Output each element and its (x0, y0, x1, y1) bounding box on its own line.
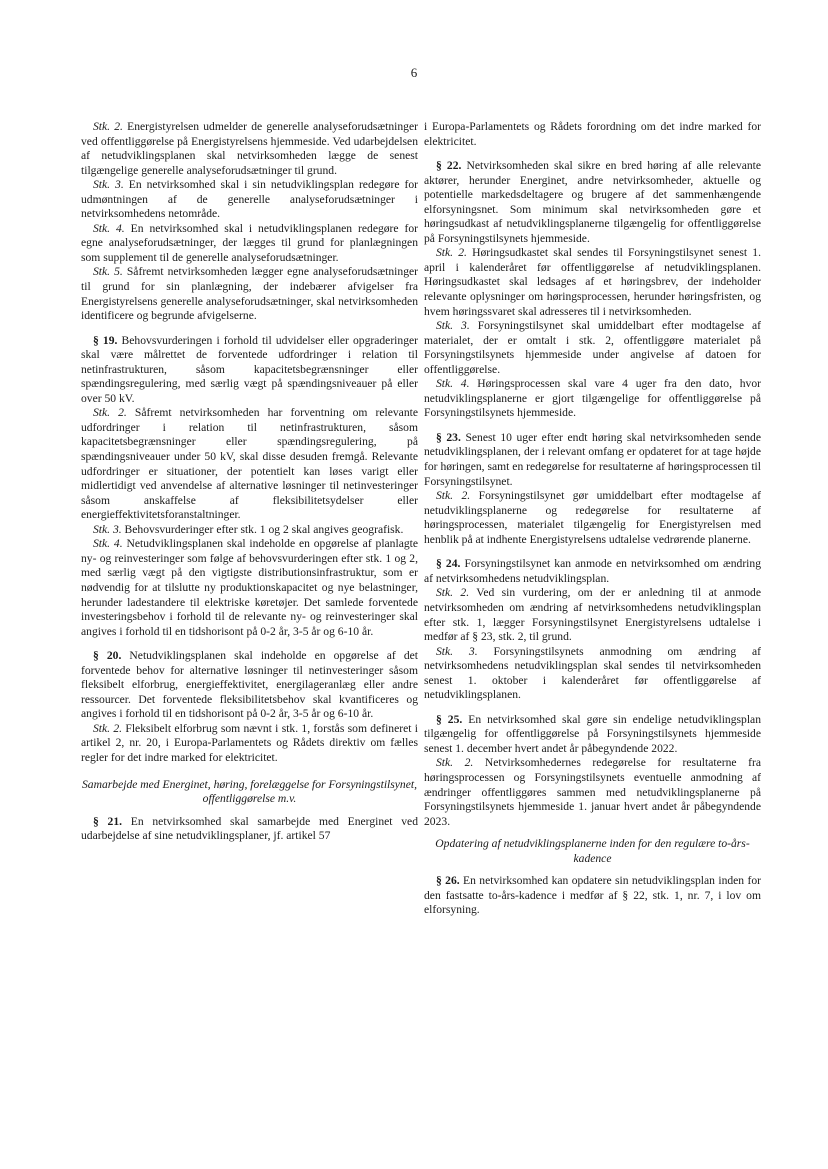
section-number: § 25. (436, 712, 463, 726)
section-number: § 22. (436, 159, 462, 173)
paragraph-text: Høringsprocessen skal vare 4 uger fra den dato, hvor netudviklingsplanerne er gjort tilgængelige for offentliggørelse på Forsyningstilsynets hjemmeside. (424, 377, 761, 420)
paragraph-text: Forsyningstilsynet skal umiddelbart efter modtagelse af materialet, der er omtalt i stk. 2, offentliggøre materialet på Forsyningstilsynets hjemmeside under angivelse af datoen for offentliggørelse. (424, 319, 761, 376)
section-22 (424, 159, 761, 246)
paragraph-stk (424, 319, 761, 377)
paragraph-text: Forsyningstilsynets anmodning om ændring af netvirksomhedens netudviklingsplan skal sendes til netvirksomheden senest 1. oktober i kalenderåret før offentliggørelse af netudviklingsplanen. (424, 644, 762, 702)
paragraph-text: Netvirksomheden skal sikre en bred høring af alle relevante aktører, herunder Energinet, andre netvirksomheder, aktuelle og potentielle markedsdeltagere og brugere af det sammenhængende elforsyningsnet. Som minimum skal netvirksomheden gøre et høringsudkast af netudviklingsplanerne tilgængelig for offentliggørelse på Forsyningstilsynets hjemmeside. (424, 159, 762, 245)
stk-label: Stk. 2. (93, 406, 127, 420)
paragraph-text: En netvirksomhed skal i sin netudviklingsplan redegøre for udmøntningen af de generelle analyseforudsætninger i netvirksomhedens netområde. (81, 178, 418, 221)
stk-label: Stk. 3. (436, 644, 478, 658)
section-number: § 21. (93, 814, 123, 828)
paragraph-stk (424, 756, 761, 829)
paragraph-stk (81, 265, 418, 323)
paragraph-text: En netvirksomhed skal i netudviklingsplanen redegøre for egne analyseforudsætninger, der lægges til grund for planlægningen som supplement til de generelle analyseforudsætninger. (81, 221, 419, 264)
paragraph-stk (81, 178, 418, 222)
paragraph-text: Forsyningstilsynet kan anmode en netvirksomhed om ændring af netvirksomhedens netudviklingsplan. (424, 557, 761, 585)
section-number: § 19. (93, 333, 118, 347)
section-heading: Opdatering af netudviklingsplanerne inden for den regulære to-års-kadence (435, 837, 750, 865)
paragraph-text: Netudviklingsplanen skal indeholde en opgørelse af planlagte ny- og reinvesteringer som følge af behovsvurderingen efter stk. 1 og 2, med særlig vægt på den vigtigste distributionsinfrastruktur, som er nødvendig for at tilslutte ny produktionskapacitet og nye belastninger, herunder ladestandere til elektriske køretøjer. Det samlede forventede investeringsbehov i forhold til de relevante ny- og reinvesteringer skal angives i forhold til en tidshorisont på 0-2 år, 3-5 år og 6-10 år. (81, 537, 419, 638)
stk-label: Stk. 2. (93, 721, 123, 735)
paragraph-text: En netvirksomhed skal samarbejde med Energinet ved udarbejdelse af sine netudviklingsplaner, jf. artikel 57 (81, 814, 418, 843)
paragraph-stk (424, 645, 761, 703)
paragraph-stk (81, 406, 418, 522)
paragraph-text: Såfremt netvirksomheden lægger egne analyseforudsætninger til grund for sin planlægning, der indebærer afvigelser fra Energistyrelsens generelle analyseforudsætninger, skal netvirksomheden identificere og begrunde afvigelserne. (81, 265, 418, 323)
stk-label: Stk. 2. (436, 489, 471, 503)
section-19 (81, 334, 418, 407)
paragraph-stk (81, 722, 418, 766)
section-number: § 23. (436, 430, 461, 444)
stk-label: Stk. 2. (436, 246, 467, 260)
section-number: § 26. (436, 874, 460, 888)
paragraph-text: Senest 10 uger efter endt høring skal netvirksomheden sende netudviklingsplanen, der i relevant omfang er opdateret for at tage højde for høringen, samt en redegørelse for resultaterne af høringsprocessen til Forsyningstilsynet. (424, 430, 761, 488)
section-20 (81, 649, 418, 722)
stk-label: Stk. 4. (93, 221, 125, 235)
paragraph-text: Netudviklingsplanen skal indeholde en opgørelse af det forventede behov for alternative løsninger til netinvesteringer såsom fleksibelt elforbrug, energieffektivitet, energilageranlæg eller andre ressourcer. Det forventede fleksibilitetsbehov skal kvantificeres og angives i forhold til en tidshorisont på 0-2 år, 3-5 år og 6-10 år. (81, 649, 419, 721)
paragraph-text: En netvirksomhed kan opdatere sin netudviklingsplan inden for den fastsatte to-års-kadence i medfør af § 22, stk. 1, nr. 7, i lov om elforsyning. (424, 874, 762, 917)
paragraph-text: Ved sin vurdering, om der er anledning til at anmode netvirksomheden om ændring af netvirksomhedens netudviklingsplan efter stk. 1, lægger Forsyningstilsynet Energistyrelsens udtalelse i medfør af § 23, stk. 2, til grund. (424, 586, 761, 644)
stk-label: Stk. 3. (93, 522, 122, 536)
paragraph-text: Fleksibelt elforbrug som nævnt i stk. 1, forstås som defineret i artikel 2, nr. 20, i Europa-Parlamentets og Rådets direktiv om fælles regler for det indre marked for elektricitet. (81, 721, 419, 764)
page-number: 6 (410, 65, 418, 80)
section-heading: Samarbejde med Energinet, høring, forelæggelse for Forsyningstilsynet, offentliggørelse m.v. (82, 777, 417, 806)
paragraph-stk (81, 523, 418, 538)
section-26 (424, 874, 761, 918)
paragraph-stk (424, 489, 761, 547)
stk-label: Stk. 2. (93, 120, 123, 133)
paragraph-stk (424, 586, 761, 644)
section-number: § 24. (436, 557, 461, 571)
paragraph-text: Høringsudkastet skal sendes til Forsyningstilsynet senest 1. april i kalenderåret før offentliggørelse af netudviklingsplanen. Høringsudkastet skal ledsages af et høringsbrev, der indeholder relevante oplysninger om høringsprocessen, herunder høringsfristen, og hvem høringssvaret skal adresseres til i netvirksomheden. (424, 246, 762, 318)
paragraph-text: Energistyrelsen udmelder de generelle analyseforudsætninger ved offentliggørelse på Energistyrelsens hjemmeside. Ved udarbejdelsen af netudviklingsplanen skal netvirksomheden lægge de senest tilgængelige generelle analyseforudsætninger til grund. (81, 120, 418, 177)
paragraph-stk (81, 120, 418, 178)
stk-label: Stk. 3. (436, 319, 470, 333)
stk-label: Stk. 3. (93, 178, 124, 192)
paragraph-stk (424, 246, 761, 319)
paragraph-stk (81, 222, 418, 266)
paragraph-text: Såfremt netvirksomheden har forventning om relevante udfordringer i relation til netinfrastrukturen, såsom kapacitetsbegrænsninger eller spændingsregulering, på spændingsniveauer under 50 kV, skal disse desuden fremgå. Relevante udfordringer er situationer, der potentielt kan løses varigt eller midlertidigt ved anvendelse af alternative løsninger til netinvesteringer såsom anskaffelse af fleksibilitetsydelser eller energieffektivitetsforanstaltninger. (81, 406, 418, 522)
paragraph-text: Forsyningstilsynet gør umiddelbart efter modtagelse af netudviklingsplanerne og redegørelse for resultaterne af høringsprocessen, materialet tilgængelig for Energistyrelsen med henblik på at indhente Energistyrelsens udtalelse vedrørende planerne. (424, 489, 761, 546)
paragraph-stk (81, 537, 418, 639)
section-23 (424, 431, 761, 489)
paragraph-text: Behovsvurderingen i forhold til udvidelser eller opgraderinger skal være målrettet de forventede udfordringer i relation til netinfrastrukturen, såsom kapacitetsbegrænsninger eller spændingsregulering, med særlig vægt på spændingsniveauer på eller over 50 kV. (81, 333, 419, 405)
left-column (81, 120, 418, 844)
section-number: § 20. (93, 649, 122, 663)
paragraph-text: Netvirksomhedernes redegørelse for resultaterne fra høringsprocessen og Forsyningstilsynets eventuelle anmodning af ændringer offentliggøres sammen med netudviklingsplanerne på Forsyningstilsynets hjemmeside 1. januar hvert andet år påbegyndende 2023. (424, 756, 761, 828)
stk-label: Stk. 4. (436, 377, 470, 391)
section-25 (424, 713, 761, 757)
stk-label: Stk. 2. (436, 756, 474, 770)
stk-label: Stk. 2. (436, 586, 470, 600)
stk-label: Stk. 4. (93, 537, 123, 551)
stk-label: Stk. 5. (93, 265, 123, 279)
paragraph-text: Behovsvurderinger efter stk. 1 og 2 skal angives geografisk. (121, 522, 404, 536)
section-24 (424, 557, 761, 586)
paragraph-stk (424, 377, 761, 421)
paragraph-continuation: i Europa-Parlamentets og Rådets forordning om det indre marked for elektricitet. (424, 120, 761, 148)
right-column (424, 120, 761, 918)
section-21 (81, 815, 418, 844)
paragraph-text: En netvirksomhed skal gøre sin endelige netudviklingsplan tilgængelig for offentliggørelse på Forsyningstilsynets hjemmeside senest 1. december hvert andet år påbegyndende 2022. (424, 712, 762, 755)
